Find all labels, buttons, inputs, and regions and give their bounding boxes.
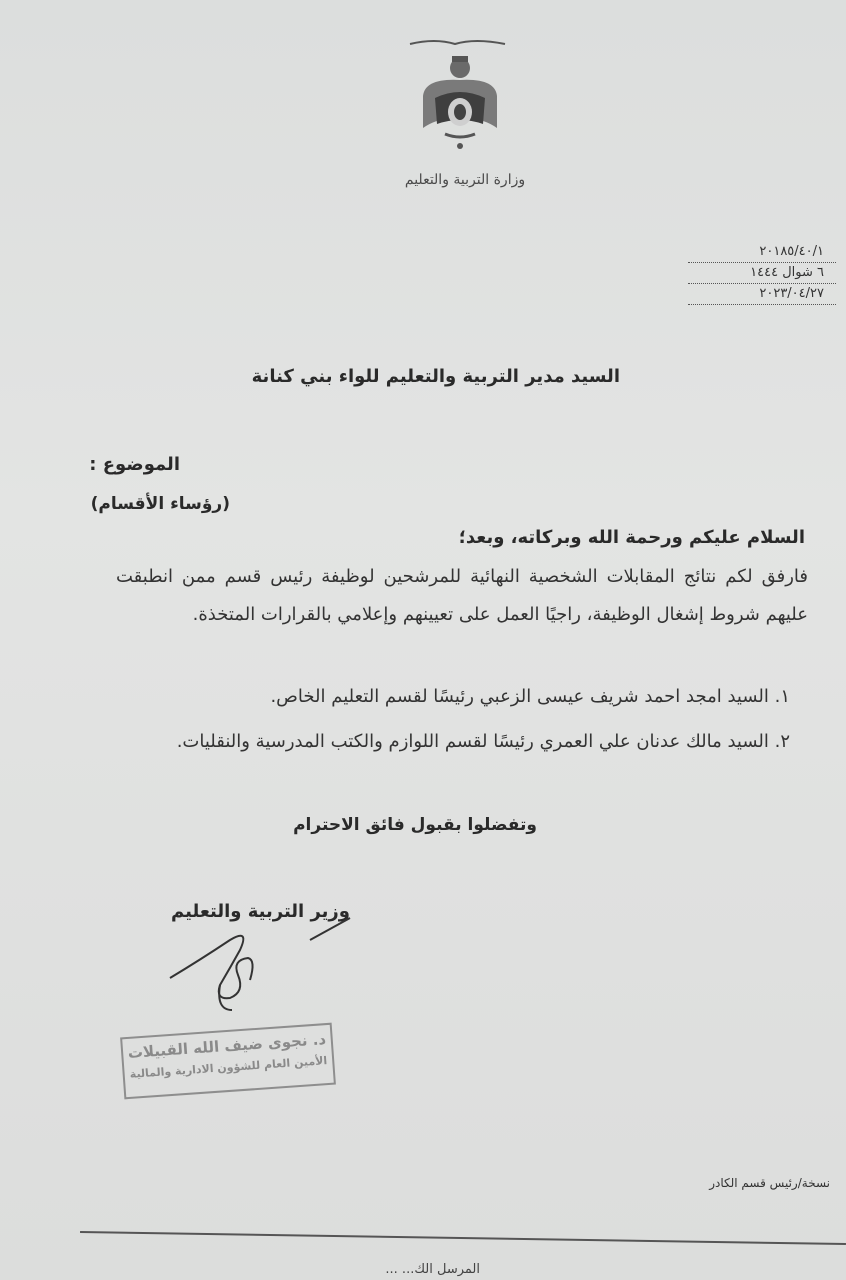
subject-value: (رؤساء الأقسام)	[90, 494, 230, 514]
closing-line: وتفضلوا بقبول فائق الاحترام	[293, 815, 537, 835]
reference-box	[688, 242, 836, 305]
list-item: ٢. السيد مالك عدنان علي العمري رئيسًا لقسم اللوازم والكتب المدرسية والنقليات.	[176, 731, 790, 752]
footer-divider	[80, 1231, 846, 1245]
crest-drawing	[405, 36, 515, 166]
addressee: السيد مدير التربية والتعليم للواء بني كنانة	[251, 366, 620, 387]
body-paragraph: فارفق لكم نتائج المقابلات الشخصية النهائية للمرشحين لوظيفة رئيس قسم ممن انطبقت عليهم شروط إشغال الوظيفة، راجيًا العمل على تعيينهم وإعلامي بالقرارات المتخذة.	[116, 566, 808, 625]
footer-cut-text: المرسل الك... ...	[385, 1262, 480, 1277]
gregorian-date: ٢٠٢٣/٠٤/٢٧	[688, 284, 836, 305]
signer-title: وزير التربية والتعليم	[171, 901, 350, 922]
reference-number: ٢٠١٨٥/٤٠/١	[688, 242, 836, 263]
copy-to: نسخة/رئيس قسم الكادر	[709, 1176, 830, 1190]
stamp-title: الأمين العام للشؤون الادارية والمالية	[129, 1054, 328, 1081]
hijri-date: ٦ شوال ١٤٤٤	[688, 263, 836, 284]
list-item: ١. السيد امجد احمد شريف عيسى الزعبي رئيسًا لقسم التعليم الخاص.	[270, 686, 790, 707]
official-stamp	[120, 1023, 336, 1100]
stamp-name: د. نجوى ضيف الله القبيلات	[127, 1030, 327, 1062]
ministry-caption: وزارة التربية والتعليم	[404, 172, 526, 188]
greeting: السلام عليكم ورحمة الله وبركاته، وبعد؛	[458, 527, 805, 548]
signature-icon	[160, 900, 370, 1020]
subject-label: الموضوع :	[89, 454, 180, 475]
